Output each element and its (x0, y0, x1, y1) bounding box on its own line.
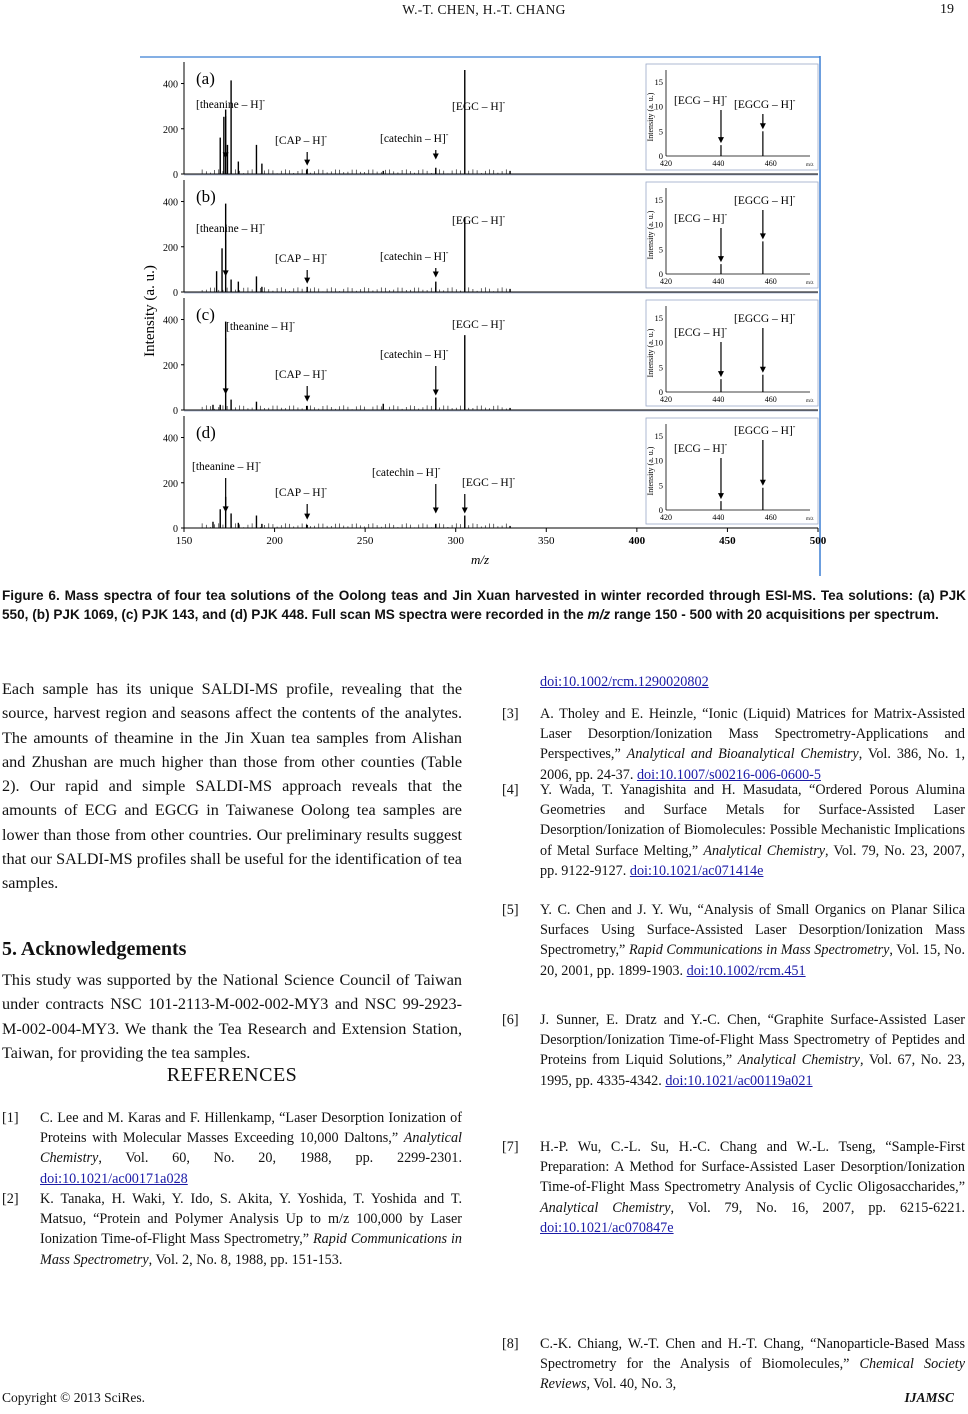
egcg-label: [EGCG – H]- (734, 192, 796, 207)
reference-item: [6] J. Sunner, E. Dratz and Y.-C. Chen, “Graphite Surface-Assisted Laser Desorption/Ionization Time-of-Flight Mass Spectrometry of Peptides and Proteins from Liquid Solutions,” Analytical Chemistry, Vol. 67, No. 23, 1995, pp. 4335-4342. doi:10.1021/ac00119a021 (502, 1012, 965, 1089)
footer-journal: IJAMSC (904, 1390, 954, 1405)
reference-item: [8] C.-K. Chiang, W.-T. Chen and H.-T. Chang, “Nanoparticle-Based Mass Spectrometry for the Analysis of Biomolecules,” Chemical Society Reviews, Vol. 40, No. 3, (502, 1336, 965, 1393)
inset-y-tick-label: 10 (654, 337, 663, 348)
reference-number: [1] (2, 1110, 19, 1126)
inset-x-unit: m/z (806, 163, 814, 168)
inset-y-tick-label: 5 (658, 362, 663, 373)
inset-x-tick-label: 440 (712, 513, 725, 522)
reference-number: [2] (2, 1191, 19, 1207)
y-tick-label: 400 (163, 315, 178, 327)
inset-y-tick-label: 15 (654, 76, 663, 87)
reference-item: [5] Y. C. Chen and J. Y. Wu, “Analysis of Small Organics on Planar Silica Surfaces Using Surface-Assisted Laser Desorption/Ionization Mass Spectrometry,” Rapid Communications in Mass Spectrometry, Vol. 15, No. 20, 2001, pp. 1899-1903. doi:10.1002/rcm.451 (502, 902, 965, 979)
egcg-label: [EGCG – H]- (734, 422, 796, 437)
theanine-label: [theanine – H]- (226, 318, 296, 333)
egcg-label: [EGCG – H]- (734, 96, 796, 111)
x-tick-label: 300 (447, 535, 464, 547)
doi-link[interactable]: doi:10.1021/ac070847e (540, 1219, 674, 1236)
body-paragraph-1: Each sample has its unique SALDI-MS profile, revealing that the source, harvest region and seasons affect the contents of the analytes. The amounts of theamine in the Jin Xuan tea samples from Alishan and Zhushan are much higher than those from other counties (Table 2). Our rapid and simple SALDI-MS approach reveals that the amounts of ECG and EGCG in Taiwanese Oolong tea samples are lower than those from other countries. Our preliminary results suggest that our SALDI-MS profiles shall be useful for the identification of tea samples. (2, 680, 462, 893)
catechin-label: [catechin – H]- (380, 130, 449, 145)
ecg-label: [ECG – H]- (674, 440, 728, 455)
doi-link[interactable]: doi:10.1002/rcm.1290020802 (540, 674, 709, 690)
reference-number: [7] (502, 1139, 519, 1155)
reference-number: [4] (502, 782, 519, 798)
inset-x-tick-label: 420 (660, 277, 672, 286)
cap-label: [CAP – H]- (275, 366, 328, 381)
inset-y-tick-label: 0 (658, 505, 663, 515)
inset-y-tick-label: 5 (658, 126, 663, 137)
egcg-label: [EGCG – H]- (734, 310, 796, 325)
inset-x-tick-label: 440 (712, 395, 725, 404)
inset-y-tick-label: 0 (658, 387, 663, 397)
panel-label: (b) (196, 187, 216, 206)
section-heading-acknowledgements: 5. Acknowledgements (2, 938, 187, 960)
x-tick-label: 450 (719, 535, 736, 547)
inset-y-tick-label: 15 (654, 312, 663, 323)
inset-y-tick-label: 5 (658, 244, 663, 255)
inset-x-unit: m/z (806, 281, 814, 286)
theanine-label: [theanine – H]- (192, 458, 262, 473)
inset-x-tick-label: 460 (764, 395, 777, 404)
panel-label: (a) (196, 69, 215, 88)
inset-y-tick-label: 5 (658, 480, 663, 491)
theanine-label: [theanine – H]- (196, 220, 266, 235)
panel-label: (d) (196, 423, 216, 442)
y-tick-label: 400 (163, 433, 178, 445)
x-axis-label: m/z (470, 552, 490, 567)
catechin-label: [catechin – H]- (380, 248, 449, 263)
x-tick-label: 350 (538, 535, 555, 547)
y-axis-label: Intensity (a. u.) (142, 265, 158, 357)
egc-label: [EGC – H]- (452, 98, 506, 113)
y-tick-label: 400 (163, 197, 178, 209)
inset-x-tick-label: 460 (764, 159, 777, 168)
theanine-label: [theanine – H]- (196, 96, 266, 111)
inset-y-tick-label: 10 (654, 101, 663, 112)
catechin-label: [catechin – H]- (372, 464, 441, 479)
inset-x-tick-label: 460 (764, 277, 777, 286)
x-tick-label: 500 (809, 535, 827, 547)
ecg-label: [ECG – H]- (674, 210, 728, 225)
references-heading: REFERENCES (166, 1064, 298, 1086)
reference-2-doi[interactable] (540, 672, 965, 692)
inset-y-tick-label: 15 (654, 194, 663, 205)
inset-y-tick-label: 10 (654, 219, 663, 230)
caption-text: Figure 6. Mass spectra of four tea solutions of the Oolong teas and Jin Xuan harvested in winter recorded through ESI-MS. Tea solutions: (a) PJK 550, (b) PJK 1069, (c) PJK 143, and (d) PJK 448. Full scan MS spectra were recorded in the m/z range 150 - 500 with 20 acquisitions per spectrum. (2, 588, 966, 622)
doi-link[interactable]: doi:10.1002/rcm.451 (686, 962, 806, 979)
reference-item: [3] A. Tholey and E. Heinzle, “Ionic (Liquid) Matrices for Matrix-Assisted Laser Desorption/Ionization Mass Spectrometry-Applications and Perspectives,” Analytical and Bioanalytical Chemistry, Vol. 386, No. 1, 2006, pp. 24-37. doi:10.1007/s00216-006-0600-5 (502, 706, 965, 783)
doi-link[interactable]: doi:10.1021/ac071414e (629, 862, 764, 879)
egc-label: [EGC – H]- (462, 474, 516, 489)
inset-x-tick-label: 420 (660, 395, 672, 404)
inset-y-tick-label: 10 (654, 455, 663, 466)
running-header: W.-T. CHEN, H.-T. CHANG (402, 2, 566, 17)
page-number: 19 (940, 2, 954, 17)
y-tick-label: 200 (163, 360, 178, 372)
inset-x-tick-label: 460 (764, 513, 777, 522)
x-tick-label: 250 (356, 535, 374, 547)
cap-label: [CAP – H]- (275, 250, 328, 265)
catechin-label: [catechin – H]- (380, 346, 449, 361)
x-tick-label: 200 (266, 535, 283, 547)
reference-item: [7] H.-P. Wu, C.-L. Su, H.-C. Chang and W.-L. Tseng, “Sample-First Preparation: A Method for Surface-Assisted Laser Desorption/Ionization Time-of-Flight Mass Spectrometry Analysis of Cyclic Oligosaccharides,” Analytical Chemistry, Vol. 79, No. 16, 2007, pp. 6215-6221. doi:10.1021/ac070847e (502, 1139, 965, 1236)
x-tick-label: 150 (175, 535, 193, 547)
figure-6 (140, 56, 827, 576)
inset-y-tick-label: 0 (658, 151, 663, 161)
inset-y-tick-label: 15 (654, 430, 663, 441)
figure-caption (2, 586, 966, 624)
inset-frame (646, 64, 818, 170)
inset-x-tick-label: 440 (712, 159, 725, 168)
inset-y-label: Intensity (a. u.) (646, 92, 655, 142)
egc-label: [EGC – H]- (452, 212, 506, 227)
y-tick-label: 0 (173, 170, 178, 181)
panel-label: (c) (196, 305, 215, 324)
y-tick-label: 0 (173, 288, 178, 299)
reference-item: [2] K. Tanaka, H. Waki, Y. Ido, S. Akita, Y. Yoshida, T. Yoshida and T. Matsuo, “Protein and Polymer Analysis Up to m/z 100,000 by Laser Ionization Time-of-Flight Mass Spectrometry,” Rapid Communications in Mass Spectrometry, Vol. 2, No. 8, 1988, pp. 151-153. (2, 1191, 462, 1268)
doi-link[interactable]: doi:10.1021/ac00171a028 (40, 1170, 188, 1187)
y-tick-label: 0 (173, 524, 178, 535)
mass-spectra-figure (140, 56, 827, 576)
inset-y-label: Intensity (a. u.) (646, 446, 655, 496)
inset-y-label: Intensity (a. u.) (646, 328, 655, 378)
x-tick-label: 400 (628, 535, 646, 547)
inset-x-tick-label: 420 (660, 513, 672, 522)
inset-x-tick-label: 440 (712, 277, 725, 286)
footer-copyright: Copyright © 2013 SciRes. (2, 1390, 146, 1405)
y-tick-label: 400 (163, 79, 178, 91)
cap-label: [CAP – H]- (275, 484, 328, 499)
inset-y-tick-label: 0 (658, 269, 663, 279)
reference-item: [1] C. Lee and M. Karas and F. Hillenkamp, “Laser Desorption Ionization of Proteins with Molecular Masses Exceeding 10,000 Daltons,” Analytical Chemistry, Vol. 60, No. 20, 1988, pp. 2299-2301. doi:10.1021/ac00171a028 (2, 1110, 462, 1187)
ecg-label: [ECG – H]- (674, 324, 728, 339)
egc-label: [EGC – H]- (452, 316, 506, 331)
inset-x-tick-label: 420 (660, 159, 672, 168)
y-tick-label: 200 (163, 242, 178, 254)
reference-item: [4] Y. Wada, T. Yanagishita and H. Masudata, “Ordered Porous Alumina Geometries and Surface Metals for Surface-Assisted Laser Desorption/Ionization of Biomolecules: Possible Mechanistic Implications of Metal Surface Melting,” Analytical Chemistry, Vol. 79, No. 23, 2007, pp. 9122-9127. doi:10.1021/ac071414e (502, 782, 965, 879)
cap-label: [CAP – H]- (275, 132, 328, 147)
ecg-label: [ECG – H]- (674, 92, 728, 107)
y-tick-label: 200 (163, 124, 178, 136)
body-paragraph-2: This study was supported by the National Science Council of Taiwan under contracts NSC 101-2113-M-002-002-MY3 and NSC 99-2923-M-002-004-MY3. We thank the Tea Research and Extension Station, Taiwan, for providing the tea samples. (2, 971, 462, 1062)
inset-x-unit: m/z (806, 517, 814, 522)
doi-link[interactable]: doi:10.1007/s00216-006-0600-5 (636, 766, 821, 783)
reference-number: [8] (502, 1336, 519, 1352)
reference-number: [6] (502, 1012, 519, 1028)
reference-number: [5] (502, 902, 519, 918)
reference-number: [3] (502, 706, 519, 722)
doi-link[interactable]: doi:10.1021/ac00119a021 (665, 1072, 813, 1089)
y-tick-label: 200 (163, 478, 178, 490)
inset-y-label: Intensity (a. u.) (646, 210, 655, 260)
inset-x-unit: m/z (806, 399, 814, 404)
y-tick-label: 0 (173, 406, 178, 417)
